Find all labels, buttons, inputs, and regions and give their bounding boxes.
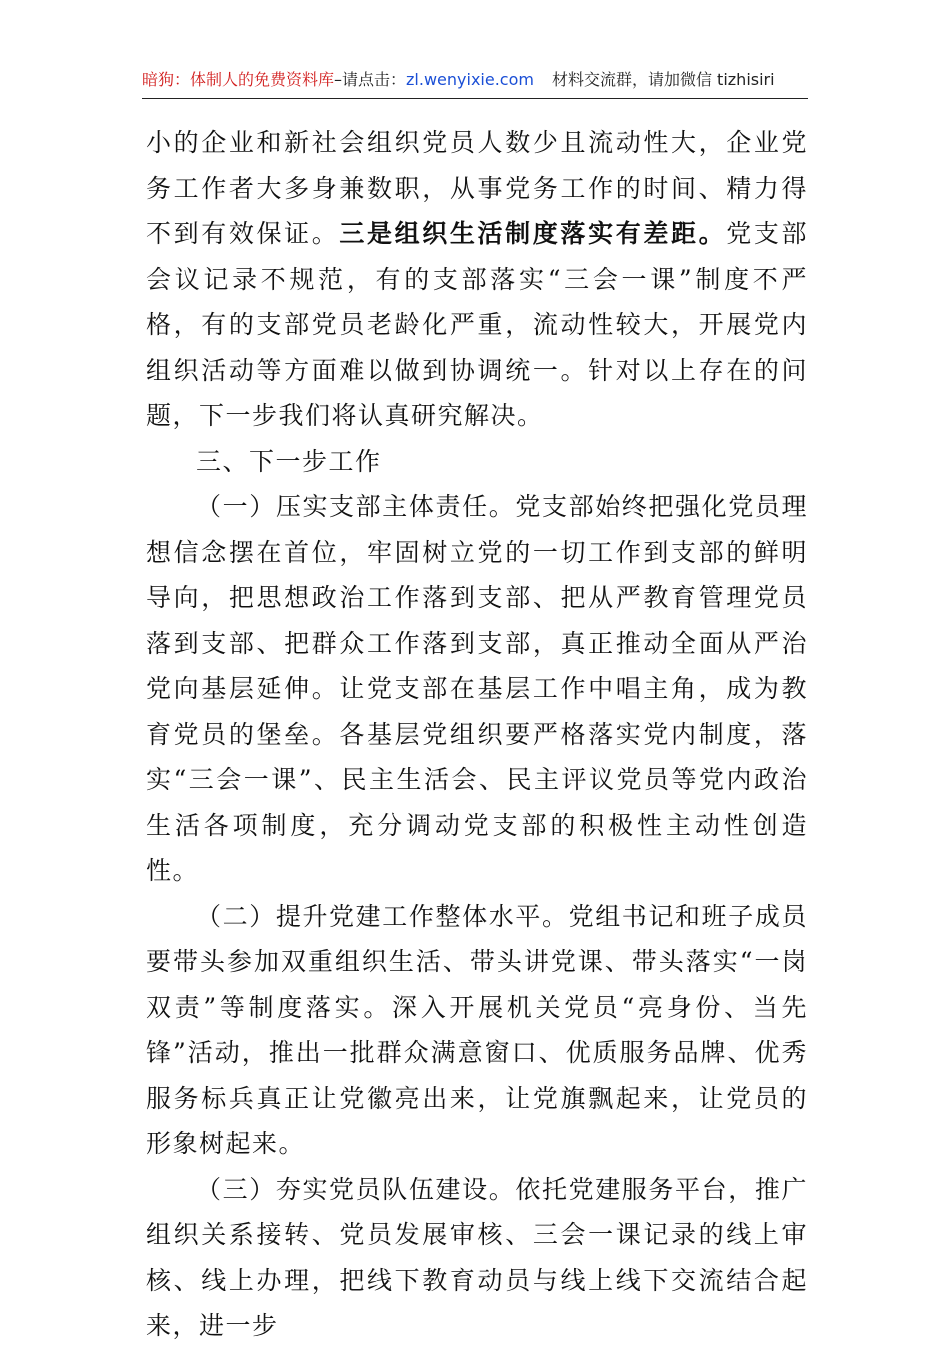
header-contact: 材料交流群，请加微信 tizhisiri [551, 70, 775, 89]
paragraph-item-3 [146, 1167, 808, 1349]
item-title: （一）压实支部主体责任。 [196, 492, 516, 521]
paragraph-item-2 [146, 894, 808, 1167]
item-title: （三）夯实党员队伍建设。 [196, 1174, 516, 1204]
header-link-prefix: –请点击： [334, 70, 407, 89]
item-text: 党支部始终把强化党员理想信念摆在首位，牢固树立党的一切工作到支部的鲜明导向，把思想政治工作落到支部、把从严教育管理党员落到支部、把群众工作落到支部，真正推动全面从严治党向基层延伸。让党支部在基层工作中唱主角，成为教育党员的堡垒。各基层党组织要严格落实党内制度，落实“三会一课”、民主生活会、民主评议党员等党内政治生活各项制度，充分调动党支部的积极性主动性创造性。 [146, 492, 808, 885]
header-source: 暗狗：体制人的免费资料库 [142, 70, 335, 89]
paragraph-text: 党支部会议记录不规范，有的支部落实“三会一课”制度不严格，有的支部党员老龄化严重，流动性较大，开展党内组织活动等方面难以做到协调统一。针对以上存在的问题，下一步我们将认真研究解决。 [146, 219, 808, 430]
section-heading: 三、下一步工作 [196, 446, 382, 476]
item-text: 依托党建服务平台，推广组织关系接转、党员发展审核、三会一课记录的线上审核、线上办理，把线下教育动员与线上线下交流结合起来，进一步 [146, 1174, 808, 1340]
item-title: （二）提升党建工作整体水平。 [196, 901, 569, 931]
paragraph-continuation [146, 120, 808, 439]
paragraph-item-1 [146, 484, 808, 894]
paragraph-bold-lead: 三是组织生活制度落实有差距。 [339, 219, 727, 248]
header-link[interactable]: zl.wenyixie.com [406, 70, 534, 89]
page-header [142, 68, 808, 99]
paragraph-text: 小的企业和新社会组织党员人数少且流动性大，企业党务工作者大多身兼数职，从事党务工作的时间、精力得不到有效保证。 [146, 128, 808, 248]
document-body [146, 120, 808, 1349]
item-text: 党组书记和班子成员要带头参加双重组织生活、带头讲党课、带头落实“一岗双责”等制度落实。深入开展机关党员“亮身份、当先锋”活动，推出一批群众满意窗口、优质服务品牌、优秀服务标兵真正让党徽亮出来，让党旗飘起来，让党员的形象树起来。 [146, 901, 808, 1158]
